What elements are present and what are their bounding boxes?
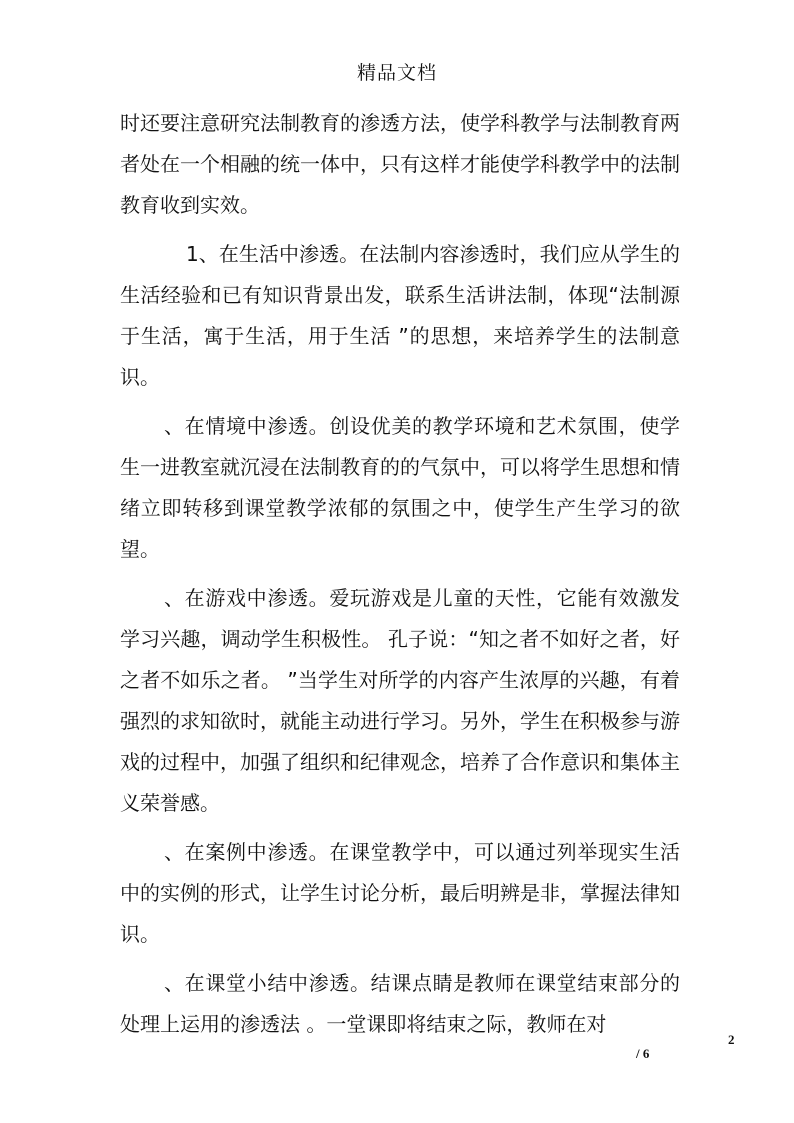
- paragraph-situation: 、在情境中渗透。创设优美的教学环境和艺术氛围，使学生一进教室就沉浸在法制教育的的气氛中，可以将学生思想和情绪立即转移到课堂教学浓郁的氛围之中，使学生产生学习的欲望。: [120, 414, 680, 561]
- paragraph-case: 、在案例中渗透。在课堂教学中，可以通过列举现实生活中的实例的形式，让学生讨论分析，最后明辨是非，掌握法律知识。: [120, 840, 680, 946]
- paragraph-game: 、在游戏中渗透。爱玩游戏是儿童的天性，它能有效激发学习兴趣，调动学生积极性。 孔子说：“知之者不如好之者，好之者不如乐之者。 ”当学生对所学的内容产生浓厚的兴趣，有着强烈的求知欲时，就能主动进行学习。另外，学生在积极参与游戏的过程中，加强了组织和纪律观念，培养了合作意识和集体主义荣誉感。: [120, 586, 680, 815]
- paragraph-intro: 时还要注意研究法制教育的渗透方法，使学科教学与法制教育两者处在一个相融的统一体中，只有这样才能使学科教学中的法制教育收到实效。: [120, 111, 680, 217]
- paragraph-life: 1、在生活中渗透。在法制内容渗透时，我们应从学生的生活经验和已有知识背景出发，联系生活讲法制，体现“法制源于生活，寓于生活，用于生活 ”的思想，来培养学生的法制意识。: [120, 242, 680, 389]
- page-total: / 6: [636, 1046, 650, 1061]
- document-body: [120, 103, 680, 1053]
- page-number: 2: [728, 1032, 735, 1047]
- paragraph-summary: 、在课堂小结中渗透。结课点睛是教师在课堂结束部分的处理上运用的渗透法 。一堂课即将结束之际，教师在对: [120, 971, 680, 1036]
- document-header-title: 精品文档: [356, 62, 437, 84]
